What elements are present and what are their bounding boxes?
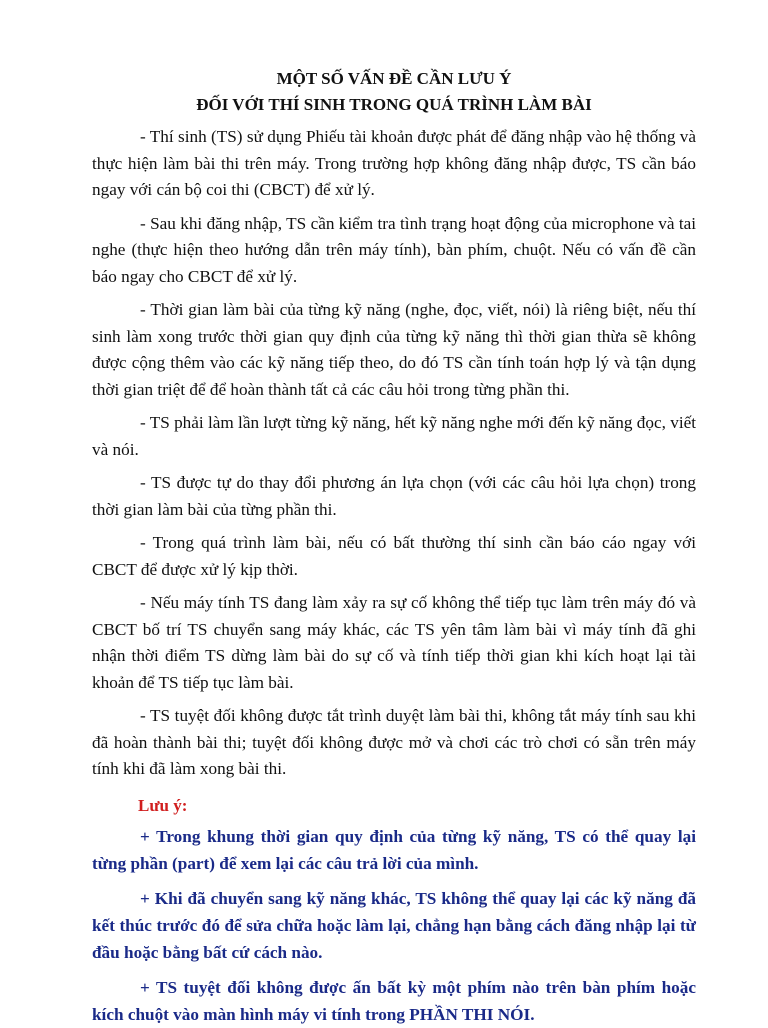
note-review-parts: + Trong khung thời gian quy định của từng kỹ năng, TS có thể quay lại từng phần (part) để xem lại các câu trả lời của mình.	[92, 826, 696, 873]
paragraph-device-check: - Sau khi đăng nhập, TS cần kiểm tra tình trạng hoạt động của microphone và tai nghe (thực hiện theo hướng dẫn trên máy tính), bàn phím, chuột. Nếu có vấn đề cần báo ngay cho CBCT để xử lý.	[92, 213, 696, 286]
note-heading: Lưu ý:	[138, 795, 188, 815]
paragraph-prohibited-actions: - TS tuyệt đối không được tắt trình duyệt làm bài thi, không tắt máy tính sau khi đã hoàn thành bài thi; tuyệt đối không được mở và chơi các trò chơi có sẵn trên máy tính khi đã làm xong bài thi.	[92, 706, 696, 778]
paragraph-skill-time: - Thời gian làm bài của từng kỹ năng (nghe, đọc, viết, nói) là riêng biệt, nếu thí sinh làm xong trước thời gian quy định của từng kỹ năng thì thời gian thừa sẽ không được cộng thêm vào các kỹ năng tiếp theo, do đó TS cần tính toán hợp lý và tận dụng thời gian triệt để để hoàn thành tất cả các câu hỏi trong từng phần thi.	[92, 300, 696, 399]
paragraph-machine-failure: - Nếu máy tính TS đang làm xảy ra sự cố không thể tiếp tục làm trên máy đó và CBCT bố trí TS chuyển sang máy khác, các TS yên tâm làm bài vì máy tính đã ghi nhận thời điểm TS dừng làm bài do sự cố và tính tiếp thời gian khi kích hoạt lại tài khoản để TS tiếp tục làm bài.	[92, 593, 696, 692]
paragraph-change-answers: - TS được tự do thay đổi phương án lựa chọn (với các câu hỏi lựa chọn) trong thời gian làm bài của từng phần thi.	[92, 473, 696, 519]
paragraph-login: - Thí sinh (TS) sử dụng Phiếu tài khoản được phát để đăng nhập vào hệ thống và thực hiện làm bài thi trên máy. Trong trường hợp không đăng nhập được, TS cần báo ngay với cán bộ coi thi (CBCT) để xử lý.	[92, 127, 696, 199]
note-no-going-back: + Khi đã chuyển sang kỹ năng khác, TS không thể quay lại các kỹ năng đã kết thúc trước đó để sửa chữa hoặc làm lại, chẳng hạn bằng cách đăng nhập lại từ đầu hoặc bằng bất cứ cách nào.	[92, 888, 696, 962]
document-title	[92, 66, 696, 118]
paragraph-skill-order: - TS phải làm lần lượt từng kỹ năng, hết kỹ năng nghe mới đến kỹ năng đọc, viết và nói.	[92, 413, 696, 459]
note-speaking-section: + TS tuyệt đối không được ấn bất kỳ một phím nào trên bàn phím hoặc kích chuột vào màn hình máy vi tính trong PHẦN THI NÓI.	[92, 977, 696, 1024]
paragraph-report-issues: - Trong quá trình làm bài, nếu có bất thường thí sinh cần báo cáo ngay với CBCT để được xử lý kịp thời.	[92, 533, 696, 579]
title-line-2: ĐỐI VỚI THÍ SINH TRONG QUÁ TRÌNH LÀM BÀI	[196, 95, 592, 114]
title-line-1: MỘT SỐ VẤN ĐỀ CẦN LƯU Ý	[276, 69, 512, 88]
